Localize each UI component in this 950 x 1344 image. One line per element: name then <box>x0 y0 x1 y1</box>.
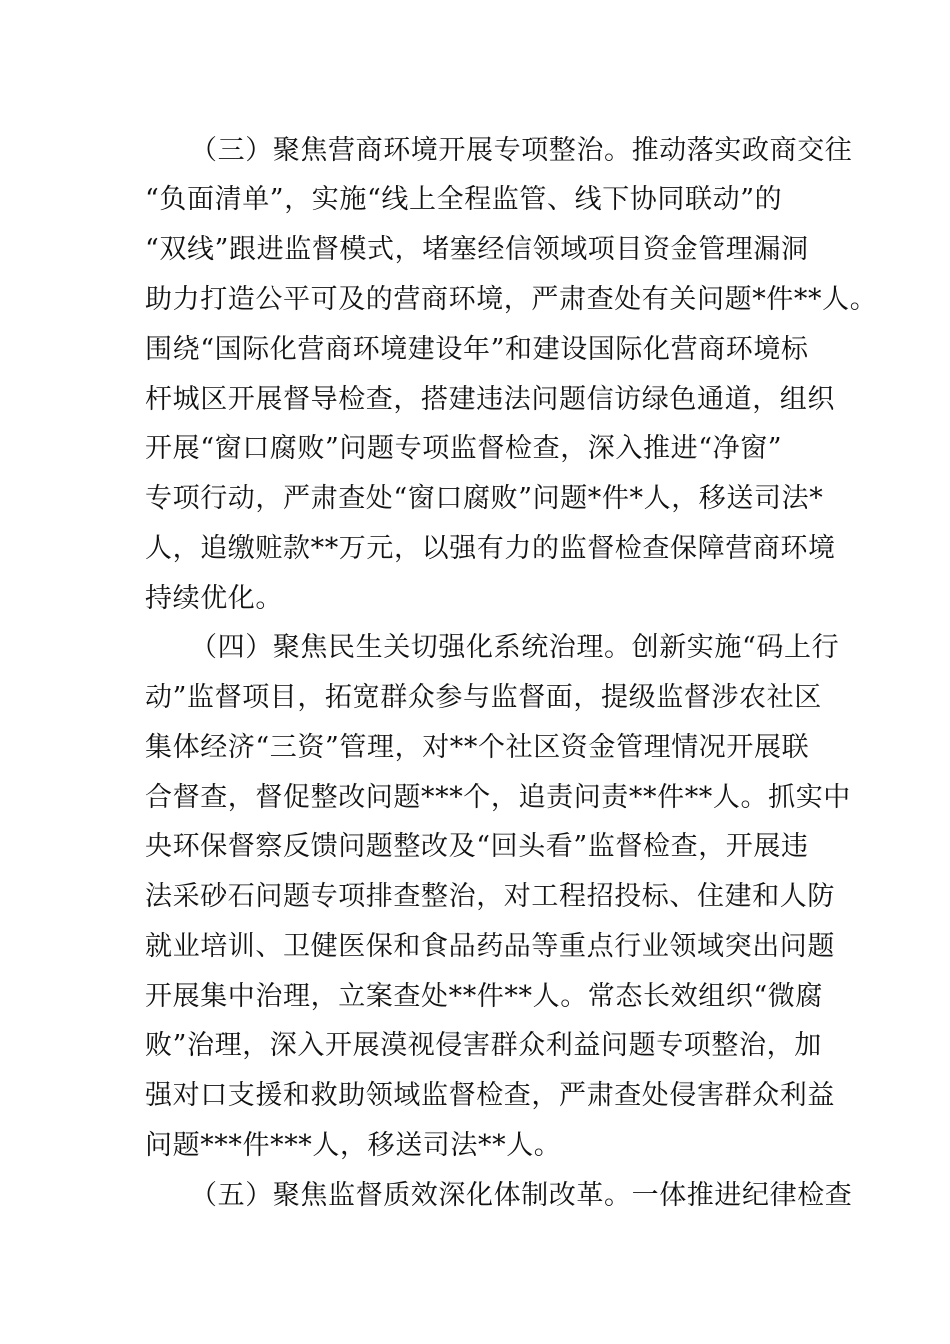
paragraph-3-line-7: 开展“窗口腐败”问题专项监督检查，深入推进“净窗” <box>145 433 783 464</box>
paragraph-3-line-9: 人，追缴赃款**万元，以强有力的监督检查保障营商环境 <box>145 533 836 564</box>
paragraph-4-line-4: 合督查，督促整改问题***个，追责问责**件**人。抓实中 <box>145 782 851 813</box>
paragraph-4-line-2: 动”监督项目，拓宽群众参与监督面，提级监督涉农社区 <box>145 682 822 713</box>
paragraph-3-line-4: 助力打造公平可及的营商环境，严肃查处有关问题*件**人。 <box>145 284 878 315</box>
paragraph-3-line-6: 杆城区开展督导检查，搭建违法问题信访绿色通道，组织 <box>145 384 835 415</box>
paragraph-5-line-1: （五）聚焦监督质效深化体制改革。一体推进纪律检查 <box>190 1180 853 1211</box>
paragraph-3-line-10: 持续优化。 <box>145 583 283 614</box>
paragraph-3-line-8: 专项行动，严肃查处“窗口腐败”问题*件*人，移送司法* <box>145 483 824 514</box>
paragraph-3-line-1: （三）聚焦营商环境开展专项整治。推动落实政商交往 <box>190 135 853 166</box>
paragraph-4-line-3: 集体经济“三资”管理，对**个社区资金管理情况开展联 <box>145 732 810 763</box>
paragraph-3-line-3: “双线”跟进监督模式，堵塞经信领域项目资金管理漏洞 <box>145 234 809 265</box>
paragraph-3-line-5: 围绕“国际化营商环境建设年”和建设国际化营商环境标 <box>145 334 809 365</box>
paragraph-4-line-6: 法采砂石问题专项排查整治，对工程招投标、住建和人防 <box>145 881 835 912</box>
paragraph-4-line-8: 开展集中治理，立案查处**件**人。常态长效组织“微腐 <box>145 981 824 1012</box>
paragraph-4-line-9: 败”治理，深入开展漠视侵害群众利益问题专项整治，加 <box>145 1030 822 1061</box>
paragraph-4-line-5: 央环保督察反馈问题整改及“回头看”监督检查，开展违 <box>145 831 809 862</box>
paragraph-3-line-2: “负面清单”，实施“线上全程监管、线下协同联动”的 <box>145 184 783 215</box>
paragraph-4-line-1: （四）聚焦民生关切强化系统治理。创新实施“码上行 <box>190 632 840 663</box>
paragraph-4-line-7: 就业培训、卫健医保和食品药品等重点行业领域突出问题 <box>145 931 835 962</box>
paragraph-4-line-10: 强对口支援和救助领域监督检查，严肃查处侵害群众利益 <box>145 1080 835 1111</box>
paragraph-4-line-11: 问题***件***人，移送司法**人。 <box>145 1130 562 1161</box>
